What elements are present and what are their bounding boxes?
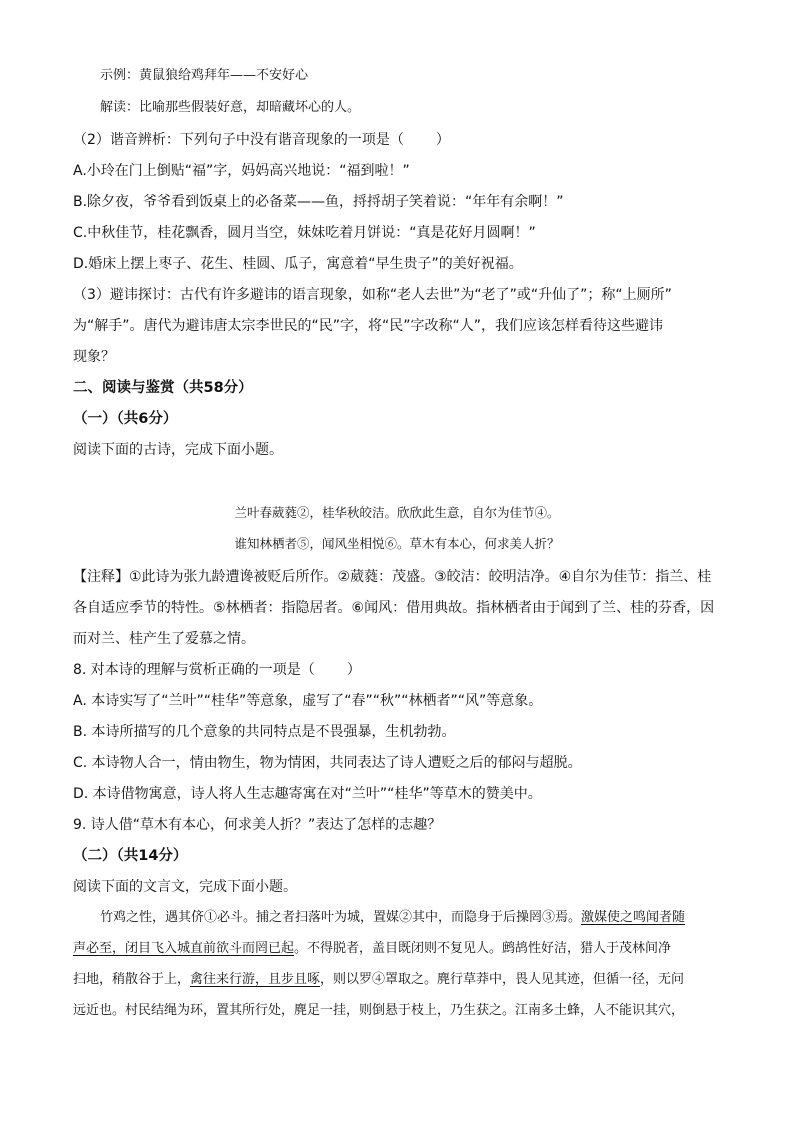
section-2-title: 二、阅读与鉴赏（共58分） <box>73 380 253 396</box>
q3-line-1: （3）避讳探讨：古代有许多避讳的语言现象，如称“老人去世”为“老了”或“升仙了”；称“上厕所” <box>73 287 672 303</box>
q3-line-3: 现象？ <box>73 349 115 365</box>
prose-line-3 <box>73 970 684 990</box>
part-1-title: （一）（共6分） <box>73 411 178 427</box>
prose-line-2 <box>73 939 671 959</box>
q8-option-b: B. 本诗所描写的几个意象的共同特点是不畏强暴，生机勃勃。 <box>73 724 456 740</box>
q9-stem: 9. 诗人借“草木有本心，何求美人折？”表达了怎样的志趣？ <box>73 817 442 833</box>
q8-option-a: A. 本诗实写了“兰叶”“桂华”等意象，虚写了“春”“秋”“林栖者”“风”等意象。 <box>73 693 543 709</box>
poem-line-1: 兰叶春葳蕤②，桂华秋皎洁。欣欣此生意，自尔为佳节④。 <box>234 505 560 520</box>
q2-stem <box>73 130 450 150</box>
notes-line-2: 各自适应季节的特性。⑤林栖者：指隐居者。⑥闻风：借用典故。指林栖者由于闻到了兰、桂的芬香，因 <box>73 600 715 616</box>
q2-option-c: C.中秋佳节，桂花飘香，圆月当空，妹妹吃着月饼说：“真是花好月圆啊！” <box>73 225 536 241</box>
example-line: 示例：黄鼠狼给鸡拜年——不安好心 <box>100 68 309 83</box>
q8-option-c: C. 本诗物人合一，情由物生，物为情困，共同表达了诗人遭贬之后的郁闷与超脱。 <box>73 755 582 771</box>
underlined-sentence: 激媒使之鸣闻者随 <box>581 910 686 925</box>
prose-text: 扫地，稍散谷于上， <box>73 972 191 987</box>
poem-line-2: 谁知林栖者⑤，闻风坐相悦⑥。草木有本心，何求美人折？ <box>234 536 560 551</box>
q2-option-d: D.婚床上摆上枣子、花生、桂圆、瓜子，寓意着“早生贵子”的美好祝福。 <box>73 256 523 272</box>
q2-option-a: A.小玲在门上倒贴“福”字，妈妈高兴地说：“福到啦！” <box>73 163 410 179</box>
part-2-intro: 阅读下面的文言文，完成下面小题。 <box>73 879 297 895</box>
part-1-intro: 阅读下面的古诗，完成下面小题。 <box>73 442 283 458</box>
q2-stem-text: （2）谐音辨析：下列句子中没有谐音现象的一项是（ <box>73 132 404 148</box>
part-2-title: （二）（共14分） <box>73 848 188 864</box>
underlined-sentence: 禽往来行游，且步且啄 <box>190 972 321 987</box>
q8-option-d: D. 本诗借物寓意，诗人将人生志趣寄寓在对“兰叶”“桂华”等草木的赞美中。 <box>73 786 542 802</box>
q3-line-2: 为“解手”。唐代为避讳唐太宗李世民的“民”字，将“民”字改称“人”，我们应该怎样看待这些避讳 <box>73 318 664 334</box>
prose-line-1 <box>100 908 685 928</box>
prose-line-4: 远近也。村民结绳为环，置其所行处，麂足一挂，则倒悬于枝上，乃生获之。江南多土蜂，人不能识其穴， <box>73 1003 685 1018</box>
prose-text: 竹鸡之性，遇其侪①必斗。捕之者扫落叶为城，置媒②其中，而隐身于后操罔③焉。 <box>100 910 582 925</box>
q8-stem-text: 8. 对本诗的理解与赏析正确的一项是（ <box>73 662 315 678</box>
prose-text: 。不得脱者，盖目既闭则不复见人。鹧鸪性好洁，猎人于茂林间净 <box>294 941 672 956</box>
notes-line-1: 【注释】①此诗为张九龄遭谗被贬后所作。②葳蕤：茂盛。③皎洁：皎明洁净。④自尔为佳节：指兰、桂 <box>73 569 712 585</box>
q8-stem-close: ） <box>346 662 361 678</box>
notes-line-3: 而对兰、桂产生了爱慕之情。 <box>73 631 255 647</box>
prose-text: ，则以罗④罩取之。麂行草莽中，畏人见其迹，但循一径，无问 <box>320 972 685 987</box>
q8-stem <box>73 660 361 680</box>
q2-option-b: B.除夕夜，爷爷看到饭桌上的必备菜——鱼，捋捋胡子笑着说：“年年有余啊！” <box>73 194 564 210</box>
underlined-sentence: 声必至，闭目飞入城直前欲斗而罔已起 <box>73 941 295 956</box>
example-explanation: 解读：比喻那些假装好意，却暗藏坏心的人。 <box>100 100 361 115</box>
q2-stem-close: ） <box>435 132 450 148</box>
